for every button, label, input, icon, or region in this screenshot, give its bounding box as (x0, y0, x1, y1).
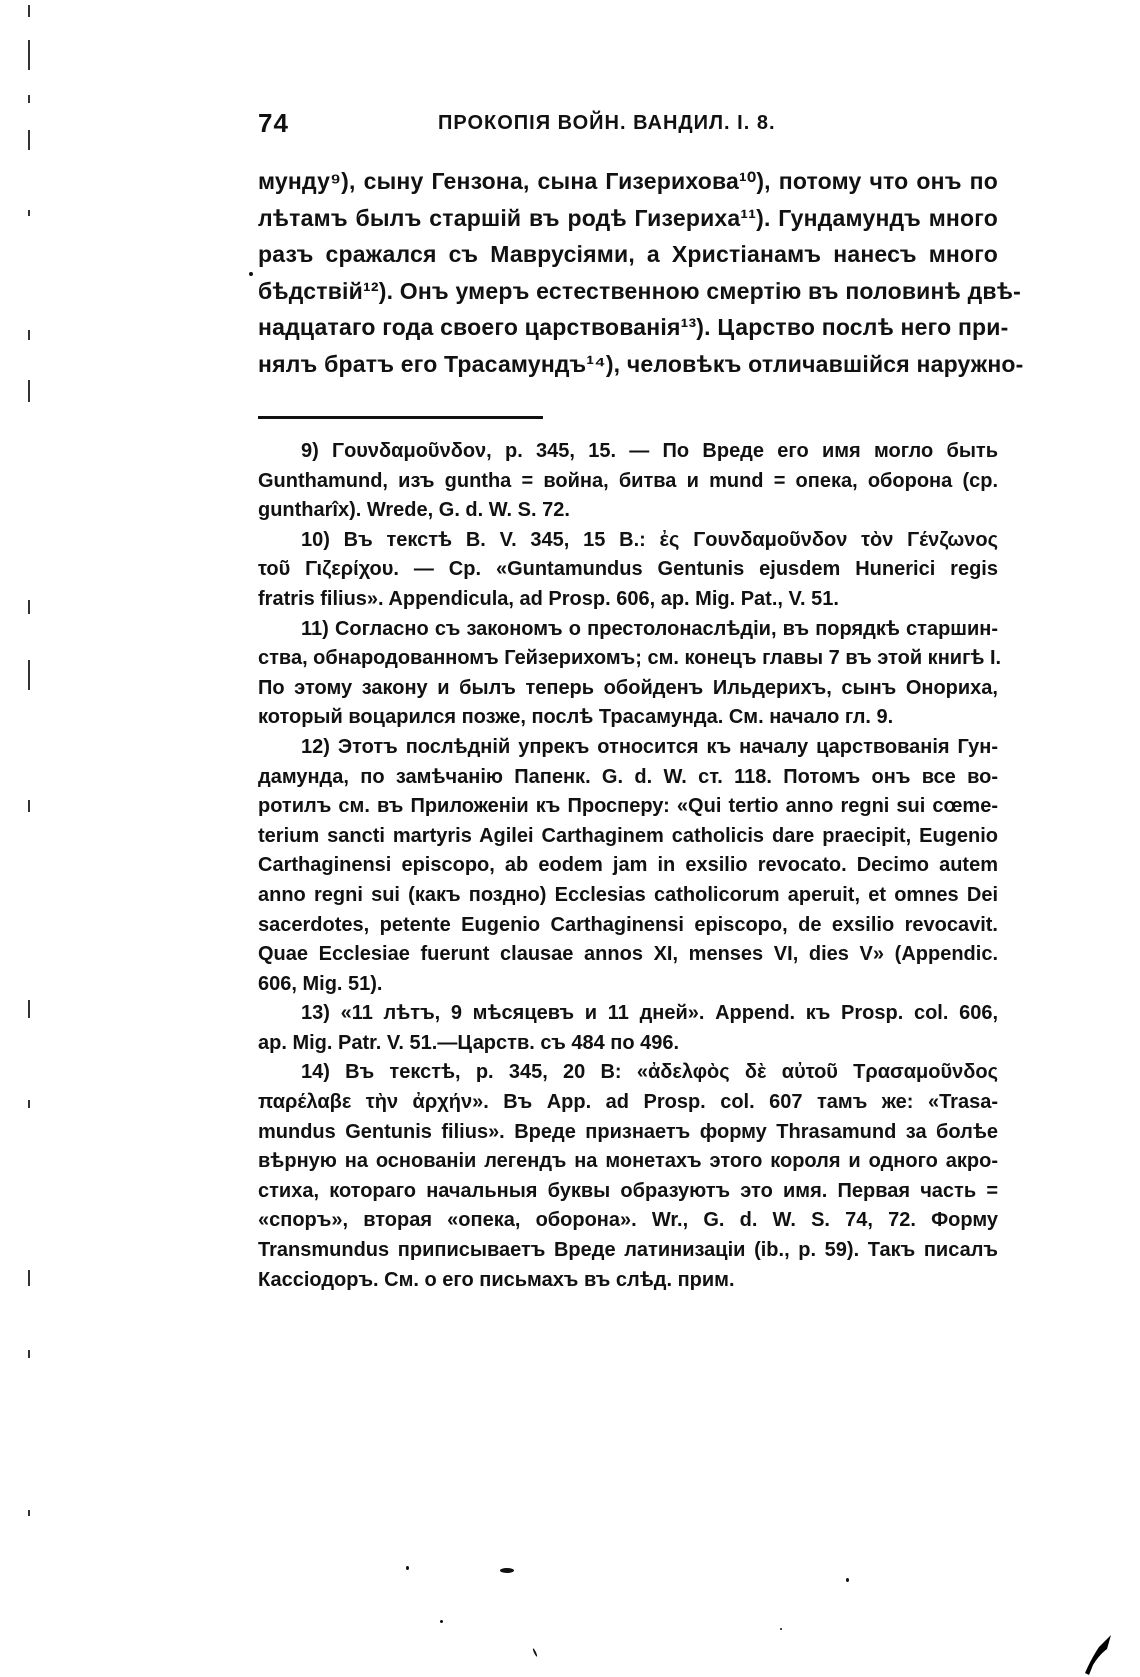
running-head (258, 108, 818, 142)
edge-speck (28, 5, 30, 17)
edge-speck (28, 380, 30, 402)
scan-speck (846, 1578, 849, 1582)
scan-speck (780, 1628, 782, 1630)
main-text-line: нялъ братъ его Трасамундъ¹⁴), человѣкъ отличавшійся наружно- (258, 350, 1024, 377)
edge-speck (28, 600, 30, 614)
footnote-line: 12) Этотъ послѣдній упрекъ относится къ началу царствованія Гун- (301, 735, 998, 758)
running-title: ПРОКОПІЯ ВОЙН. ВАНДИЛ. I. 8. (438, 112, 776, 134)
main-text-line: надцатаго года своего царствованія¹³). Царство послѣ него при- (258, 314, 1009, 340)
edge-speck (28, 1100, 30, 1108)
footnote-12 (258, 733, 998, 999)
footnote-line: 606, Mig. 51). (258, 972, 383, 995)
scan-speck (249, 272, 253, 276)
edge-speck (28, 95, 30, 103)
main-text-line: лѣтамъ былъ старшій въ родѣ Гизериха¹¹). Гундамундъ много (258, 204, 998, 231)
footnote-10 (258, 526, 998, 615)
scan-speck (406, 1566, 409, 1570)
footnote-line: 13) «11 лѣтъ, 9 мѣсяцевъ и 11 дней». Append. къ Prosp. col. 606, (301, 1002, 998, 1025)
footnote-line: fratris filius». Appendicula, ad Prosp. 606, ap. Mig. Pat., V. 51. (258, 587, 839, 610)
footnote-9 (258, 437, 998, 526)
edge-speck (28, 1350, 30, 1358)
scan-speck (532, 1648, 538, 1657)
footnote-line: Carthaginensi episcopo, ab eodem jam in exsilio revocato. Decimo autem (258, 854, 998, 877)
edge-speck (28, 210, 30, 216)
footnote-line: sacerdotes, petente Eugenio Carthaginensi episcopo, de exsilio revocavit. (258, 913, 998, 936)
edge-speck (28, 130, 30, 150)
footnote-13 (258, 999, 998, 1058)
footnotes-block (258, 437, 1002, 1295)
footnote-line: ротилъ см. въ Приложеніи къ Просперу: «Qui tertio anno regni sui cœme- (258, 795, 998, 818)
scan-speck (500, 1568, 514, 1573)
main-text-line: бѣдствій¹²). Онъ умеръ естественною смертію въ половинѣ двѣ- (258, 277, 1021, 304)
footnote-line: 10) Въ текстѣ B. V. 345, 15 B.: ἐς Γουνδαμοῦνδον τὸν Γένζωνος (301, 528, 998, 551)
footnote-separator-rule (258, 416, 543, 419)
footnote-11 (258, 615, 1002, 733)
footnote-line: 11) Согласно съ закономъ о престолонаслѣдіи, въ порядкѣ старшин- (301, 617, 998, 640)
footnote-line: τοῦ Γιζερίχου. — Ср. «Guntamundus Gentunis ejusdem Hunerici regis (258, 558, 998, 581)
scan-corner-mark (1085, 1635, 1111, 1675)
footnote-line: стиха, котораго начальныя буквы образуютъ это имя. Первая часть = (258, 1179, 998, 1202)
footnote-line: Transmundus приписываетъ Вреде латинизаціи (ib., p. 59). Такъ писалъ (258, 1239, 998, 1262)
scan-edge-artifacts (28, 0, 38, 1677)
edge-speck (28, 1270, 30, 1286)
main-text-block (258, 163, 1024, 382)
footnote-14 (258, 1058, 998, 1295)
edge-speck (28, 40, 30, 70)
footnote-line: παρέλαβε τὴν ἀρχήν». Въ App. ad Prosp. col. 607 тамъ же: «Trasa- (258, 1091, 998, 1114)
footnote-line: 9) Γουνδαμοῦνδον, p. 345, 15. — По Вреде его имя могло быть (301, 440, 998, 462)
footnote-line: terium sancti martyris Agilei Carthaginem catholicis dare praecipit, Eugenio (258, 824, 998, 847)
footnote-line: Кассіодоръ. См. о его письмахъ въ слѣд. прим. (258, 1268, 735, 1291)
edge-speck (28, 660, 30, 690)
footnote-line: mundus Gentunis filius». Вреде признаетъ форму Thrasamund за болѣе (258, 1120, 998, 1143)
footnote-line: anno regni sui (какъ поздно) Ecclesias catholicorum aperuit, et omnes Dei (258, 883, 998, 906)
footnote-line: ap. Mig. Patr. V. 51.—Царств. съ 484 по 496. (258, 1031, 680, 1054)
page-number: 74 (258, 108, 289, 138)
footnote-line: По этому закону и былъ теперь обойденъ Ильдерихъ, сынъ Онориха, (258, 676, 998, 699)
edge-speck (28, 800, 30, 812)
edge-speck (28, 330, 30, 340)
edge-speck (28, 1510, 30, 1516)
main-text-line: мунду⁹), сыну Гензона, сына Гизерихова¹⁰), потому что онъ по (258, 168, 998, 194)
footnote-line: 14) Въ текстѣ, p. 345, 20 B: «ἀδελφὸς δὲ αὐτοῦ Τρασαμοῦνδος (301, 1061, 998, 1084)
footnote-line: дамунда, по замѣчанію Папенк. G. d. W. ст. 118. Потомъ онъ все во- (258, 765, 998, 788)
footnote-line: Quae Ecclesiae fuerunt clausae annos XI, menses VI, dies V» (Appendic. (258, 943, 998, 966)
footnote-line: Gunthamund, изъ guntha = война, битва и mund = опека, оборона (ср. (258, 469, 998, 492)
footnote-line: вѣрную на основаніи легендъ на монетахъ этого короля и одного акро- (258, 1150, 998, 1173)
footnote-line: guntharîx). Wrede, G. d. W. S. 72. (258, 499, 570, 522)
main-text-line: разъ сражался съ Маврусіями, а Христіанамъ нанесъ много (258, 241, 998, 267)
footnote-line: который воцарился позже, послѣ Трасамунда. См. начало гл. 9. (258, 706, 894, 729)
footnote-line: «споръ», вторая «опека, оборона». Wr., G. d. W. S. 74, 72. Форму (258, 1209, 998, 1232)
scan-speck (440, 1620, 443, 1623)
footnote-line: ства, обнародованномъ Гейзерихомъ; см. конецъ главы 7 въ этой книгѣ I. (258, 647, 1002, 670)
edge-speck (28, 1000, 30, 1018)
